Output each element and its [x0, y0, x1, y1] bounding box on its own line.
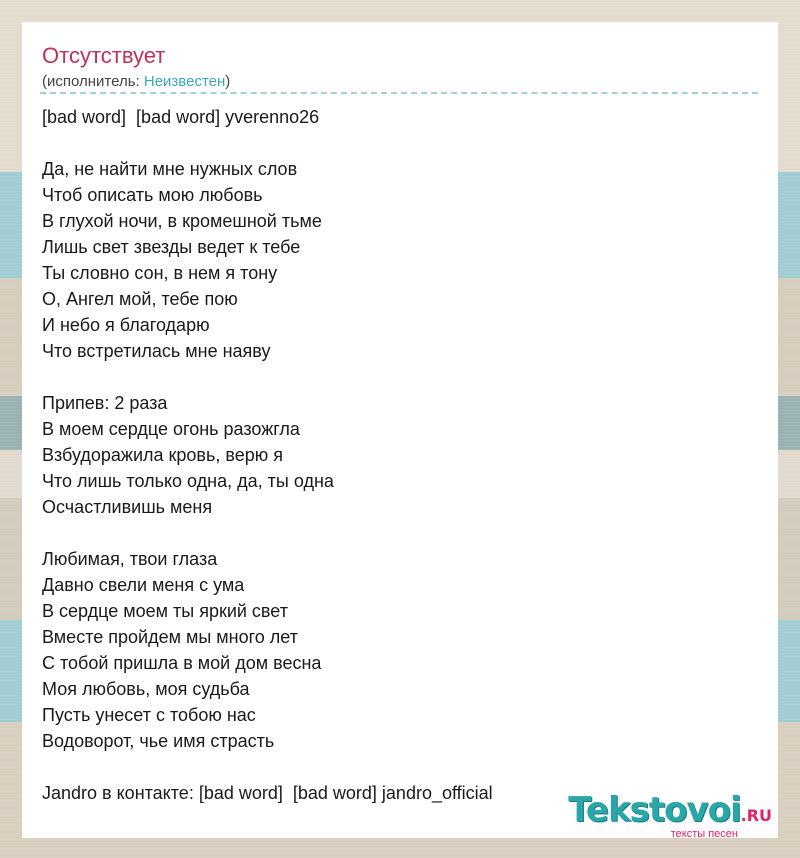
lyric-line — [42, 130, 762, 156]
lyric-line: О, Ангел мой, тебе пою — [42, 289, 238, 309]
lyric-line: Водоворот, чье имя страсть — [42, 731, 275, 751]
artist-link[interactable]: Неизвестен — [143, 73, 226, 90]
lyric-line: Да, не найти мне нужных слов — [42, 159, 298, 179]
artist-suffix: ) — [225, 73, 231, 90]
lyric-line: Моя любовь, моя судьба — [42, 679, 250, 699]
lyric-line: Припев: 2 раза — [42, 393, 168, 413]
lyric-line: В глухой ночи, в кромешной тьме — [42, 211, 322, 231]
artist-prefix: (исполнитель: — [42, 73, 144, 90]
logo-tld: .RU — [740, 806, 772, 825]
lyric-line: В сердце моем ты яркий свет — [42, 601, 288, 621]
lyric-line: Любимая, твои глаза — [42, 549, 218, 569]
lyric-line: Давно свели меня с ума — [42, 575, 245, 595]
lyric-line: С тобой пришла в мой дом весна — [42, 653, 322, 673]
lyric-line: И небо я благодарю — [42, 315, 210, 335]
lyric-line: Чтоб описать мою любовь — [42, 185, 263, 205]
lyric-line: Вместе пройдем мы много лет — [42, 627, 298, 647]
lyric-line: Ты словно сон, в нем я тону — [42, 263, 278, 283]
artist-line — [42, 72, 230, 92]
site-logo[interactable] — [568, 792, 772, 840]
logo-tagline: тексты песен — [670, 828, 738, 840]
lyric-line: Лишь свет звезды ведет к тебе — [42, 237, 301, 257]
lyric-line — [42, 364, 762, 390]
lyric-line: В моем сердце огонь разожгла — [42, 419, 300, 439]
divider — [40, 92, 758, 94]
lyric-line: [bad word] [bad word] yverenno26 — [42, 107, 320, 127]
lyric-line: Пусть унесет с тобою нас — [42, 705, 256, 725]
song-title: Отсутствует — [42, 43, 166, 68]
lyrics-text — [42, 104, 762, 806]
lyric-line: Что встретилась мне наяву — [42, 341, 271, 361]
lyric-line — [42, 520, 762, 546]
lyric-line: Взбудоражила кровь, верю я — [42, 445, 283, 465]
lyrics-card — [22, 22, 778, 838]
lyric-line: Jandro в контакте: [bad word] [bad word] jandro_official — [42, 783, 493, 803]
lyric-line: Осчастливишь меня — [42, 497, 213, 517]
lyric-line — [42, 754, 762, 780]
lyric-line: Что лишь только одна, да, ты одна — [42, 471, 334, 491]
logo-brand-text: Tekstovoi — [568, 790, 741, 830]
